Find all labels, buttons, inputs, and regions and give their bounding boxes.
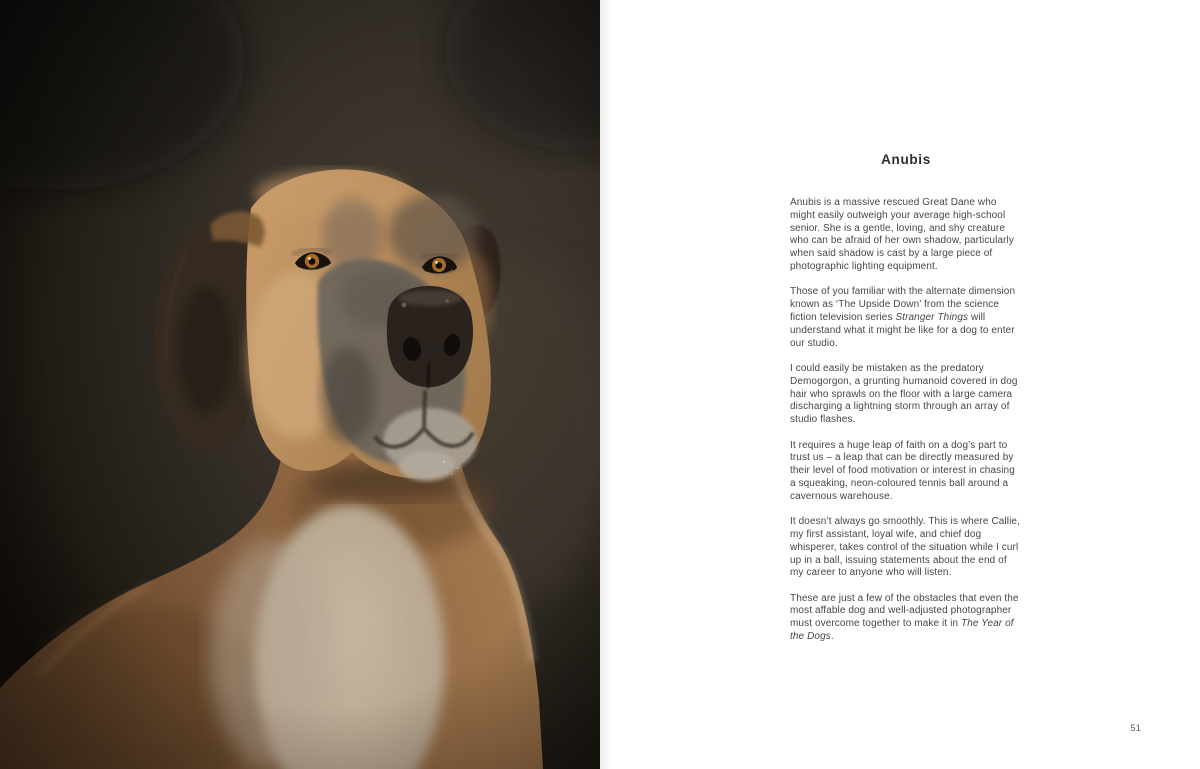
article-paragraph: Anubis is a massive rescued Great Dane who might easily outweigh your average high-school senior. She is a gentle, loving, and shy creature who can be afraid of her own shadow, particularly when said shadow is cast by a large piece of photographic lighting equipment. <box>790 197 1014 272</box>
page-title: Anubis <box>881 152 931 167</box>
article-paragraph: It requires a huge leap of faith on a dog’s part to trust us – a leap that can be directly measured by their level of food motivation or interest in chasing a squeaking, neon-coloured tennis ball around a cavernous warehouse. <box>790 439 1015 502</box>
article <box>790 151 1022 656</box>
article-paragraph: These are just a few of the obstacles that even the most affable dog and well-adjusted photographer must overcome together to make it in The Year of the Dogs. <box>790 592 1019 643</box>
article-paragraph: Those of you familiar with the alternate dimension known as ‘The Upside Down’ from the science fiction television series Stranger Things will understand what it might be like for a dog to enter our studio. <box>790 286 1016 349</box>
article-paragraph: It doesn’t always go smoothly. This is where Callie, my first assistant, loyal wife, and chief dog whisperer, takes control of the situation while I curl up in a ball, issuing statements about the end of my career to anyone who will listen. <box>790 516 1020 579</box>
right-page-text <box>600 0 1200 769</box>
article-body <box>790 197 1022 644</box>
page-gutter-shadow <box>600 0 612 769</box>
article-paragraph: I could easily be mistaken as the predatory Demogorgon, a grunting humanoid covered in dog hair who sprawls on the floor with a large camera discharging a lightning storm through an array of studio flashes. <box>790 362 1018 426</box>
page-number: 51 <box>1130 723 1141 733</box>
